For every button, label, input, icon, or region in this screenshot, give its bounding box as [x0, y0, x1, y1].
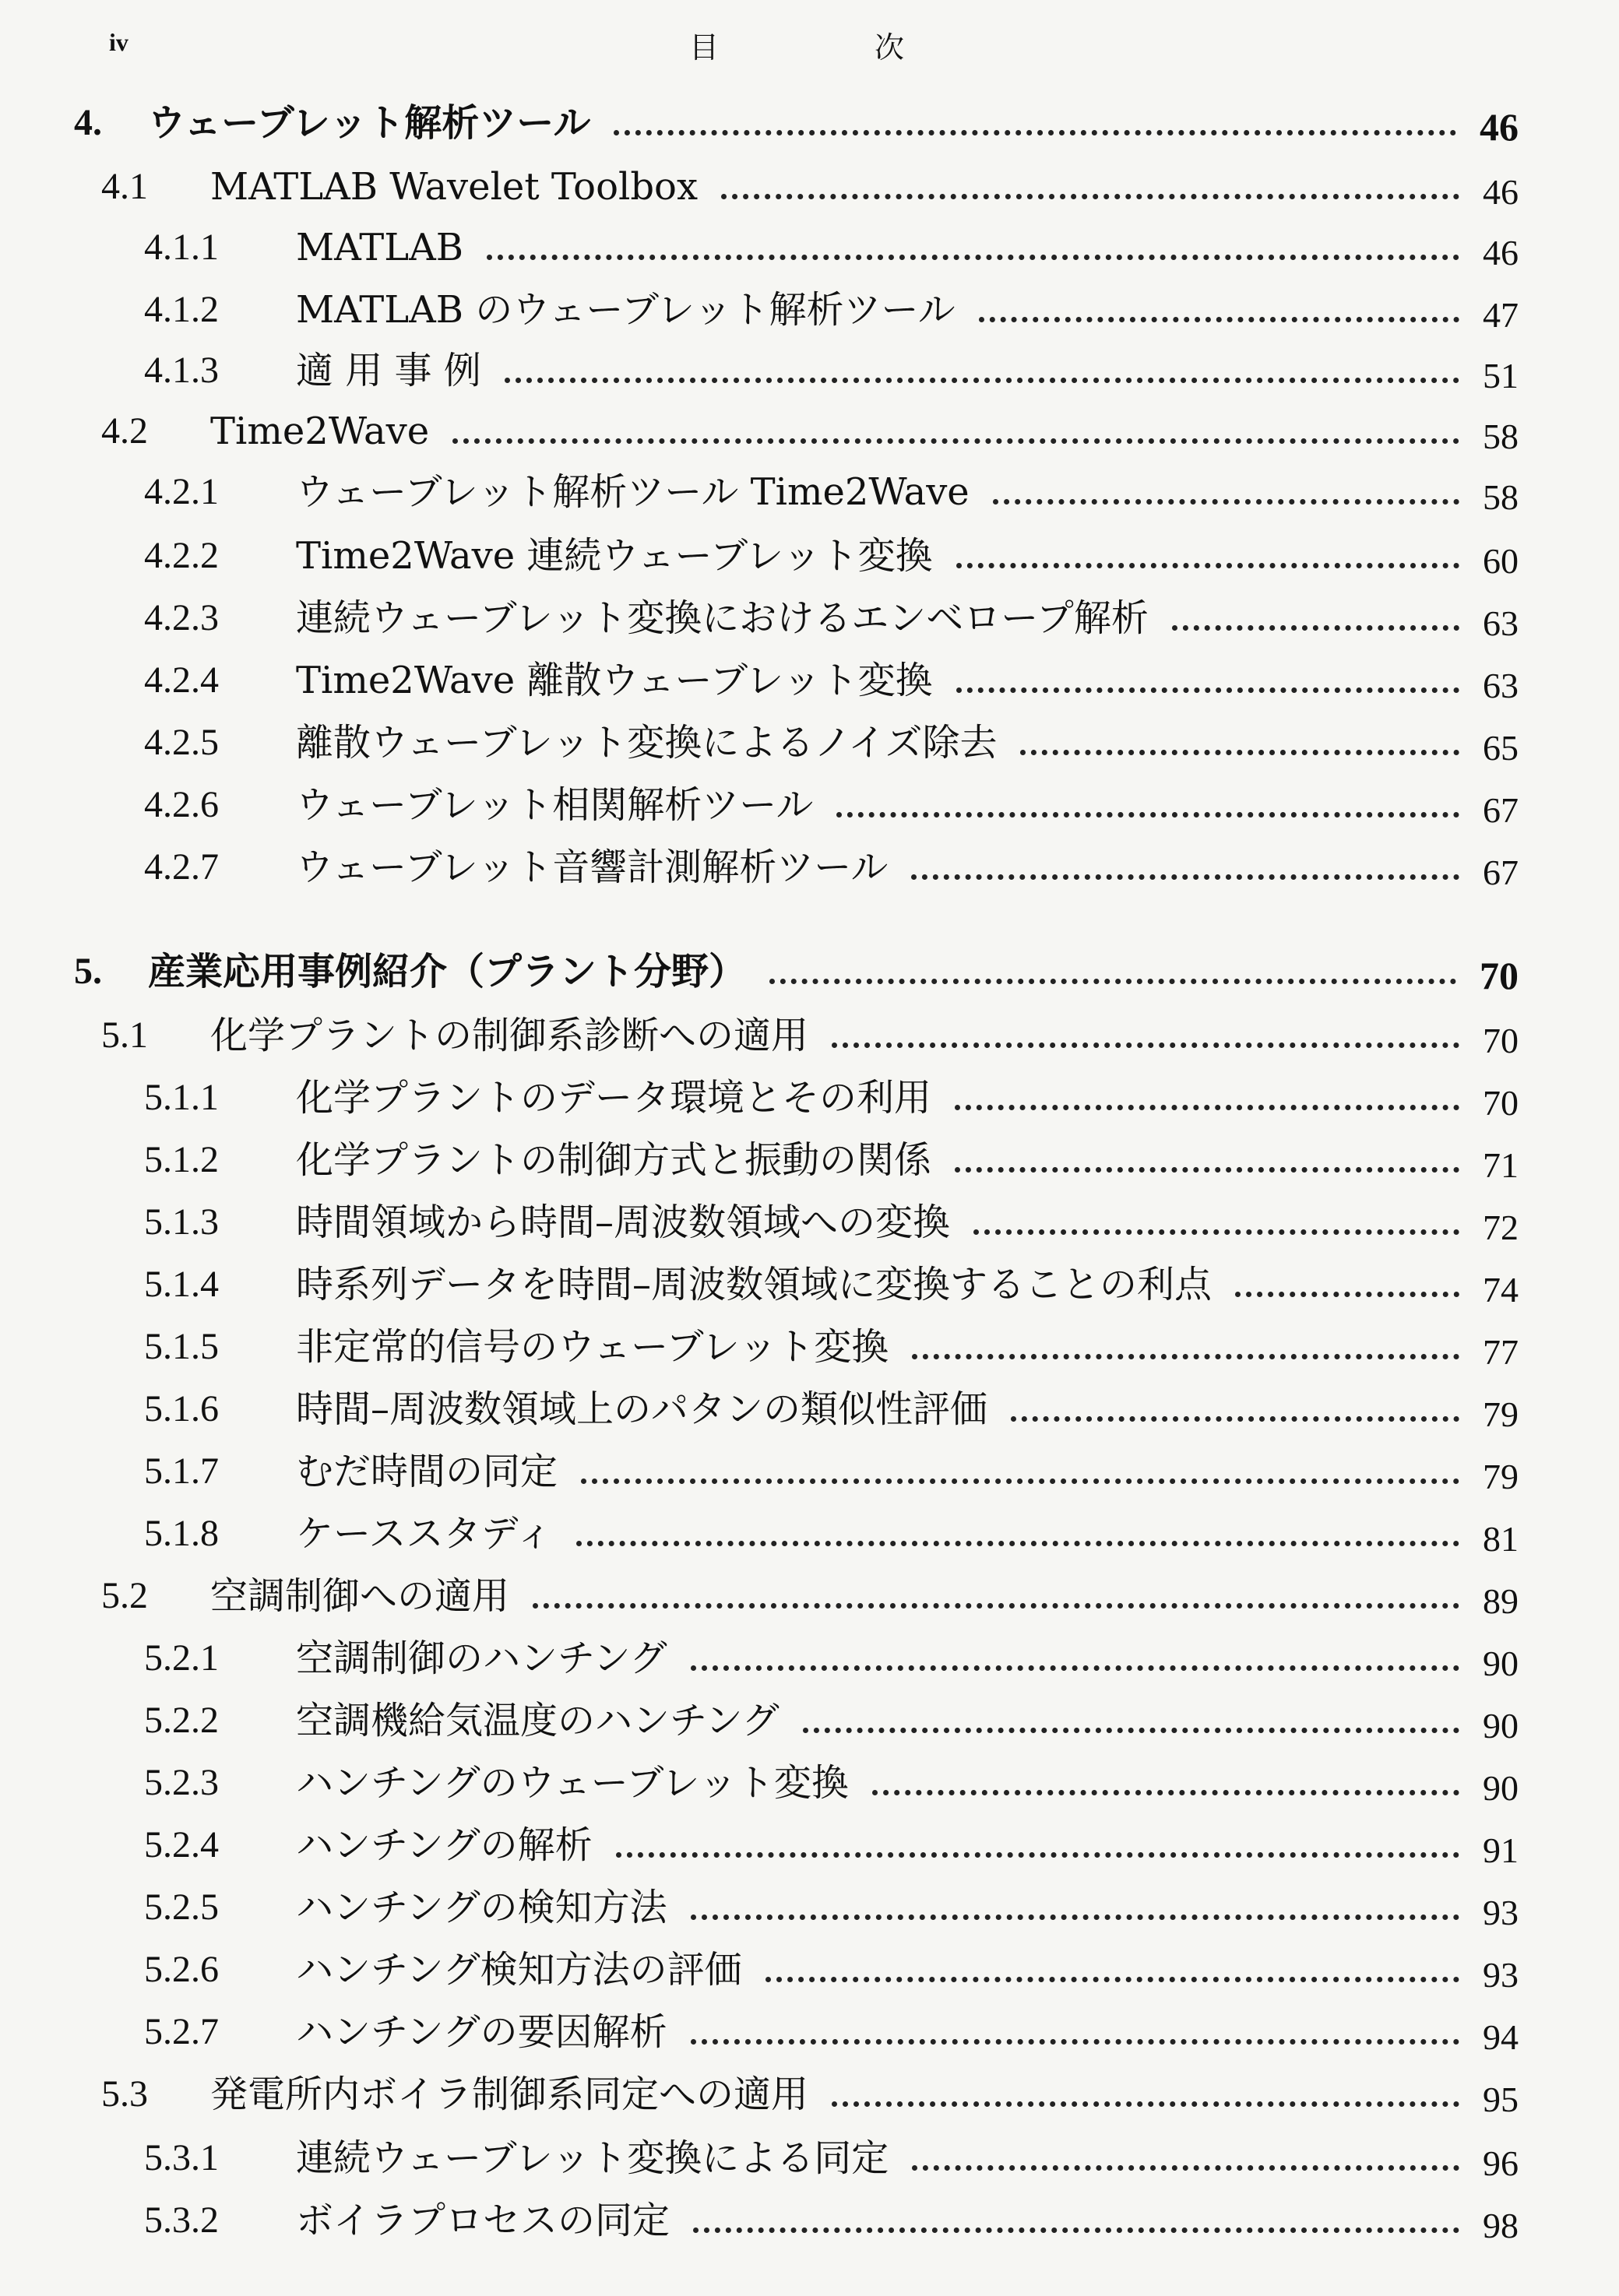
- dot-leader: [452, 438, 1459, 444]
- dot-leader: [993, 499, 1459, 505]
- toc-entry-page: 77: [1483, 1332, 1519, 1372]
- dot-leader: [721, 194, 1459, 199]
- toc-entry-page: 94: [1483, 2017, 1519, 2057]
- toc-entry-title: ハンチング検知方法の評価: [296, 1948, 742, 1992]
- toc-entry-page: 74: [1483, 1270, 1519, 1310]
- toc-entry-page: 71: [1483, 1145, 1519, 1185]
- toc-entry-page: 79: [1483, 1457, 1519, 1496]
- toc-entry-number: 5.1.3: [144, 1201, 219, 1243]
- dot-leader: [955, 1167, 1459, 1173]
- toc-entry-number: 5.2.4: [144, 1824, 219, 1865]
- dot-leader: [533, 1603, 1459, 1609]
- toc-entry-number: 4.2.3: [144, 597, 219, 638]
- toc-entry-number: 5.1: [101, 1014, 148, 1056]
- dot-leader: [691, 1915, 1459, 1920]
- running-title: 目次: [689, 30, 1061, 65]
- toc-entry-page: 90: [1483, 1706, 1519, 1746]
- toc-entry-title: ハンチングの検知方法: [296, 1886, 667, 1929]
- toc-entry-title: 時間–周波数領域上のパタンの類似性評価: [296, 1387, 988, 1431]
- dot-leader: [956, 687, 1459, 693]
- toc-entry: [0, 455, 1619, 517]
- toc-entry: [0, 768, 1619, 830]
- toc-entry-title: 時間領域から時間–周波数領域への変換: [296, 1201, 951, 1244]
- toc-entry: [0, 333, 1619, 396]
- toc-entry-number: 5.2.3: [144, 1762, 219, 1803]
- toc-entry: [0, 1123, 1619, 1185]
- dot-leader: [691, 1665, 1459, 1671]
- dot-leader: [614, 130, 1456, 135]
- toc-entry: [0, 643, 1619, 705]
- toc-entry-title: MATLAB: [296, 226, 464, 269]
- toc-entry-number: 4.1.1: [144, 227, 219, 268]
- dot-leader: [691, 2039, 1459, 2045]
- toc-entry-page: 93: [1483, 1893, 1519, 1932]
- toc-entry-number: 4.1.3: [144, 350, 219, 391]
- toc-entry-title: ハンチングの要因解析: [296, 2010, 667, 2054]
- toc-entry: [0, 1310, 1619, 1372]
- toc-entry-number: 5.1.8: [144, 1513, 219, 1554]
- toc-entry-title: ウェーブレット解析ツール Time2Wave: [296, 470, 970, 514]
- toc-entry: [0, 1496, 1619, 1559]
- toc-entry-number: 4.2.6: [144, 784, 219, 825]
- toc-entry-title: Time2Wave 離散ウェーブレット変換: [296, 659, 933, 702]
- dot-leader: [803, 1728, 1459, 1733]
- toc-entry-title: ウェーブレット相関解析ツール: [296, 783, 814, 827]
- toc-entry-title: 連続ウェーブレット変換による同定: [296, 2136, 889, 2180]
- toc-entry-page: 67: [1483, 853, 1519, 892]
- toc-entry: [0, 1683, 1619, 1746]
- toc-entry-title: 適 用 事 例: [296, 349, 481, 392]
- toc-entry-number: 5.2: [101, 1575, 148, 1616]
- toc-entry-page: 95: [1483, 2080, 1519, 2119]
- toc-entry-number: 4.: [74, 102, 102, 143]
- toc-entry: [0, 210, 1619, 272]
- toc-entry-number: 4.1: [101, 166, 148, 207]
- toc-entry-title: むだ時間の同定: [296, 1450, 558, 1493]
- page-number: iv: [109, 28, 128, 56]
- toc-entry-number: 5.2.5: [144, 1886, 219, 1928]
- toc-entry-number: 4.2.5: [144, 722, 219, 763]
- toc-entry-number: 5.2.1: [144, 1637, 219, 1679]
- toc-entry-title: 非定常的信号のウェーブレット変換: [296, 1325, 889, 1369]
- toc-entry-page: 79: [1483, 1394, 1519, 1434]
- dot-leader: [955, 1105, 1459, 1110]
- dot-leader: [1235, 1292, 1459, 1297]
- toc-entry: [0, 998, 1619, 1060]
- toc-entry-page: 60: [1483, 541, 1519, 581]
- toc-entry-number: 5.2.6: [144, 1949, 219, 1990]
- toc-entry-page: 63: [1483, 603, 1519, 643]
- toc-entry: [0, 519, 1619, 581]
- toc-entry-number: 4.2.7: [144, 846, 219, 888]
- toc-entry-number: 5.1.4: [144, 1264, 219, 1305]
- toc-entry: [0, 2121, 1619, 2183]
- toc-entry-title: ウェーブレット解析ツール: [148, 101, 591, 145]
- toc-entry-number: 4.2.4: [144, 659, 219, 701]
- dot-leader: [766, 1977, 1459, 1982]
- toc-entry: [0, 1621, 1619, 1683]
- dot-leader: [616, 1852, 1459, 1858]
- toc-entry-page: 46: [1483, 233, 1519, 272]
- toc-entry-page: 81: [1483, 1519, 1519, 1559]
- toc-entry-title: 化学プラントのデータ環境とその利用: [296, 1076, 932, 1120]
- toc-entry: [0, 149, 1619, 212]
- dot-leader: [693, 2227, 1459, 2233]
- toc-entry: [0, 1746, 1619, 1808]
- toc-entry: [0, 934, 1619, 997]
- dot-leader: [769, 979, 1456, 984]
- toc-entry-number: 5.3.1: [144, 2137, 219, 2178]
- toc-entry-page: 70: [1483, 1021, 1519, 1060]
- toc-entry-title: 空調制御のハンチング: [296, 1637, 667, 1680]
- toc-entry: [0, 705, 1619, 768]
- toc-entry-title: MATLAB Wavelet Toolbox: [210, 165, 699, 209]
- toc-entry-page: 98: [1483, 2206, 1519, 2245]
- toc-entry-title: Time2Wave: [210, 410, 430, 453]
- toc-entry-number: 5.1.6: [144, 1388, 219, 1429]
- toc-entry: [0, 394, 1619, 456]
- toc-entry-number: 5.1.7: [144, 1450, 219, 1492]
- toc-entry: [0, 1808, 1619, 1870]
- toc-entry: [0, 1185, 1619, 1247]
- toc-entry-title: 空調制御への適用: [210, 1574, 510, 1618]
- toc-entry-title: 時系列データを時間–周波数領域に変換することの利点: [296, 1263, 1212, 1306]
- toc-entry: [0, 1434, 1619, 1496]
- toc-entry-page: 58: [1483, 417, 1519, 456]
- dot-leader: [1011, 1416, 1459, 1422]
- toc-entry-page: 58: [1483, 477, 1519, 517]
- toc-entry-page: 47: [1483, 295, 1519, 335]
- toc-entry-number: 5.: [74, 951, 102, 992]
- dot-leader: [1020, 750, 1459, 755]
- toc-entry-page: 93: [1483, 1955, 1519, 1995]
- dot-leader: [912, 1354, 1459, 1359]
- toc-entry: [0, 1060, 1619, 1123]
- toc-entry-number: 5.1.5: [144, 1326, 219, 1367]
- toc-entry-title: 化学プラントの制御方式と振動の関係: [296, 1138, 932, 1182]
- toc-entry: [0, 581, 1619, 643]
- toc-entry-page: 70: [1483, 1083, 1519, 1123]
- toc-entry: [0, 1247, 1619, 1310]
- toc-entry: [0, 1559, 1619, 1621]
- dot-leader: [979, 317, 1459, 322]
- toc-entry-title: 産業応用事例紹介（プラント分野）: [148, 950, 747, 993]
- dot-leader: [872, 1790, 1459, 1795]
- toc-entry: [0, 1870, 1619, 1932]
- toc-entry-title: 空調機給気温度のハンチング: [296, 1699, 780, 1742]
- toc-entry-number: 5.2.2: [144, 1700, 219, 1741]
- page-header: [109, 23, 1572, 70]
- toc-entry-page: 91: [1483, 1830, 1519, 1870]
- dot-leader: [576, 1541, 1459, 1546]
- toc-entry-title: ハンチングの解析: [296, 1823, 593, 1867]
- toc-entry-number: 5.1.2: [144, 1139, 219, 1180]
- toc-entry-title: MATLAB のウェーブレット解析ツール: [296, 288, 956, 332]
- dot-leader: [956, 563, 1459, 568]
- dot-leader: [505, 378, 1459, 383]
- toc-entry-page: 96: [1483, 2143, 1519, 2183]
- toc-entry-number: 4.2.2: [144, 535, 219, 576]
- toc-entry-page: 46: [1480, 105, 1519, 149]
- dot-leader: [487, 255, 1459, 260]
- toc-entry-page: 46: [1483, 172, 1519, 212]
- toc-entry: [0, 2057, 1619, 2119]
- toc-entry-number: 5.3.2: [144, 2199, 219, 2241]
- dot-leader: [911, 874, 1459, 880]
- toc-entry-page: 51: [1483, 356, 1519, 396]
- toc-entry-page: 90: [1483, 1644, 1519, 1683]
- toc-entry: [0, 1932, 1619, 1995]
- dot-leader: [832, 1043, 1459, 1048]
- toc-entry-number: 5.3: [101, 2073, 148, 2115]
- toc-entry-title: ボイラプロセスの同定: [296, 2199, 670, 2242]
- toc-entry-page: 63: [1483, 666, 1519, 705]
- toc-entry-number: 4.1.2: [144, 289, 219, 330]
- dot-leader: [1172, 625, 1459, 631]
- toc-entry-title: Time2Wave 連続ウェーブレット変換: [296, 534, 933, 578]
- toc-entry: [0, 86, 1619, 148]
- toc-entry-title: 発電所内ボイラ制御系同定への適用: [210, 2073, 809, 2116]
- toc-entry-title: 化学プラントの制御系診断への適用: [210, 1014, 809, 1057]
- dot-leader: [581, 1479, 1459, 1484]
- toc-entry-page: 72: [1483, 1208, 1519, 1247]
- toc-entry-number: 5.1.1: [144, 1077, 219, 1118]
- toc-entry-number: 4.2.1: [144, 471, 219, 512]
- toc-entry-page: 90: [1483, 1768, 1519, 1808]
- toc-entry-number: 5.2.7: [144, 2011, 219, 2052]
- toc-entry: [0, 1995, 1619, 2057]
- toc-entry-page: 67: [1483, 790, 1519, 830]
- dot-leader: [832, 2101, 1459, 2107]
- toc-entry: [0, 830, 1619, 892]
- toc-entry: [0, 1372, 1619, 1434]
- toc-entry-page: 70: [1480, 954, 1519, 997]
- toc-entry-title: ハンチングのウェーブレット変換: [296, 1761, 849, 1805]
- toc-entry-page: 65: [1483, 728, 1519, 768]
- toc-entry-title: ケーススタディ: [296, 1512, 553, 1556]
- toc-entry-title: ウェーブレット音響計測解析ツール: [296, 846, 889, 889]
- toc-entry-title: 連続ウェーブレット変換におけるエンベロープ解析: [296, 596, 1149, 640]
- toc-entry-number: 4.2: [101, 410, 148, 452]
- toc-entry: [0, 2183, 1619, 2245]
- toc-entry-page: 89: [1483, 1581, 1519, 1621]
- dot-leader: [836, 812, 1459, 817]
- dot-leader: [973, 1229, 1459, 1235]
- dot-leader: [912, 2165, 1459, 2171]
- toc-entry: [0, 272, 1619, 335]
- toc-entry-title: 離散ウェーブレット変換によるノイズ除去: [296, 721, 998, 765]
